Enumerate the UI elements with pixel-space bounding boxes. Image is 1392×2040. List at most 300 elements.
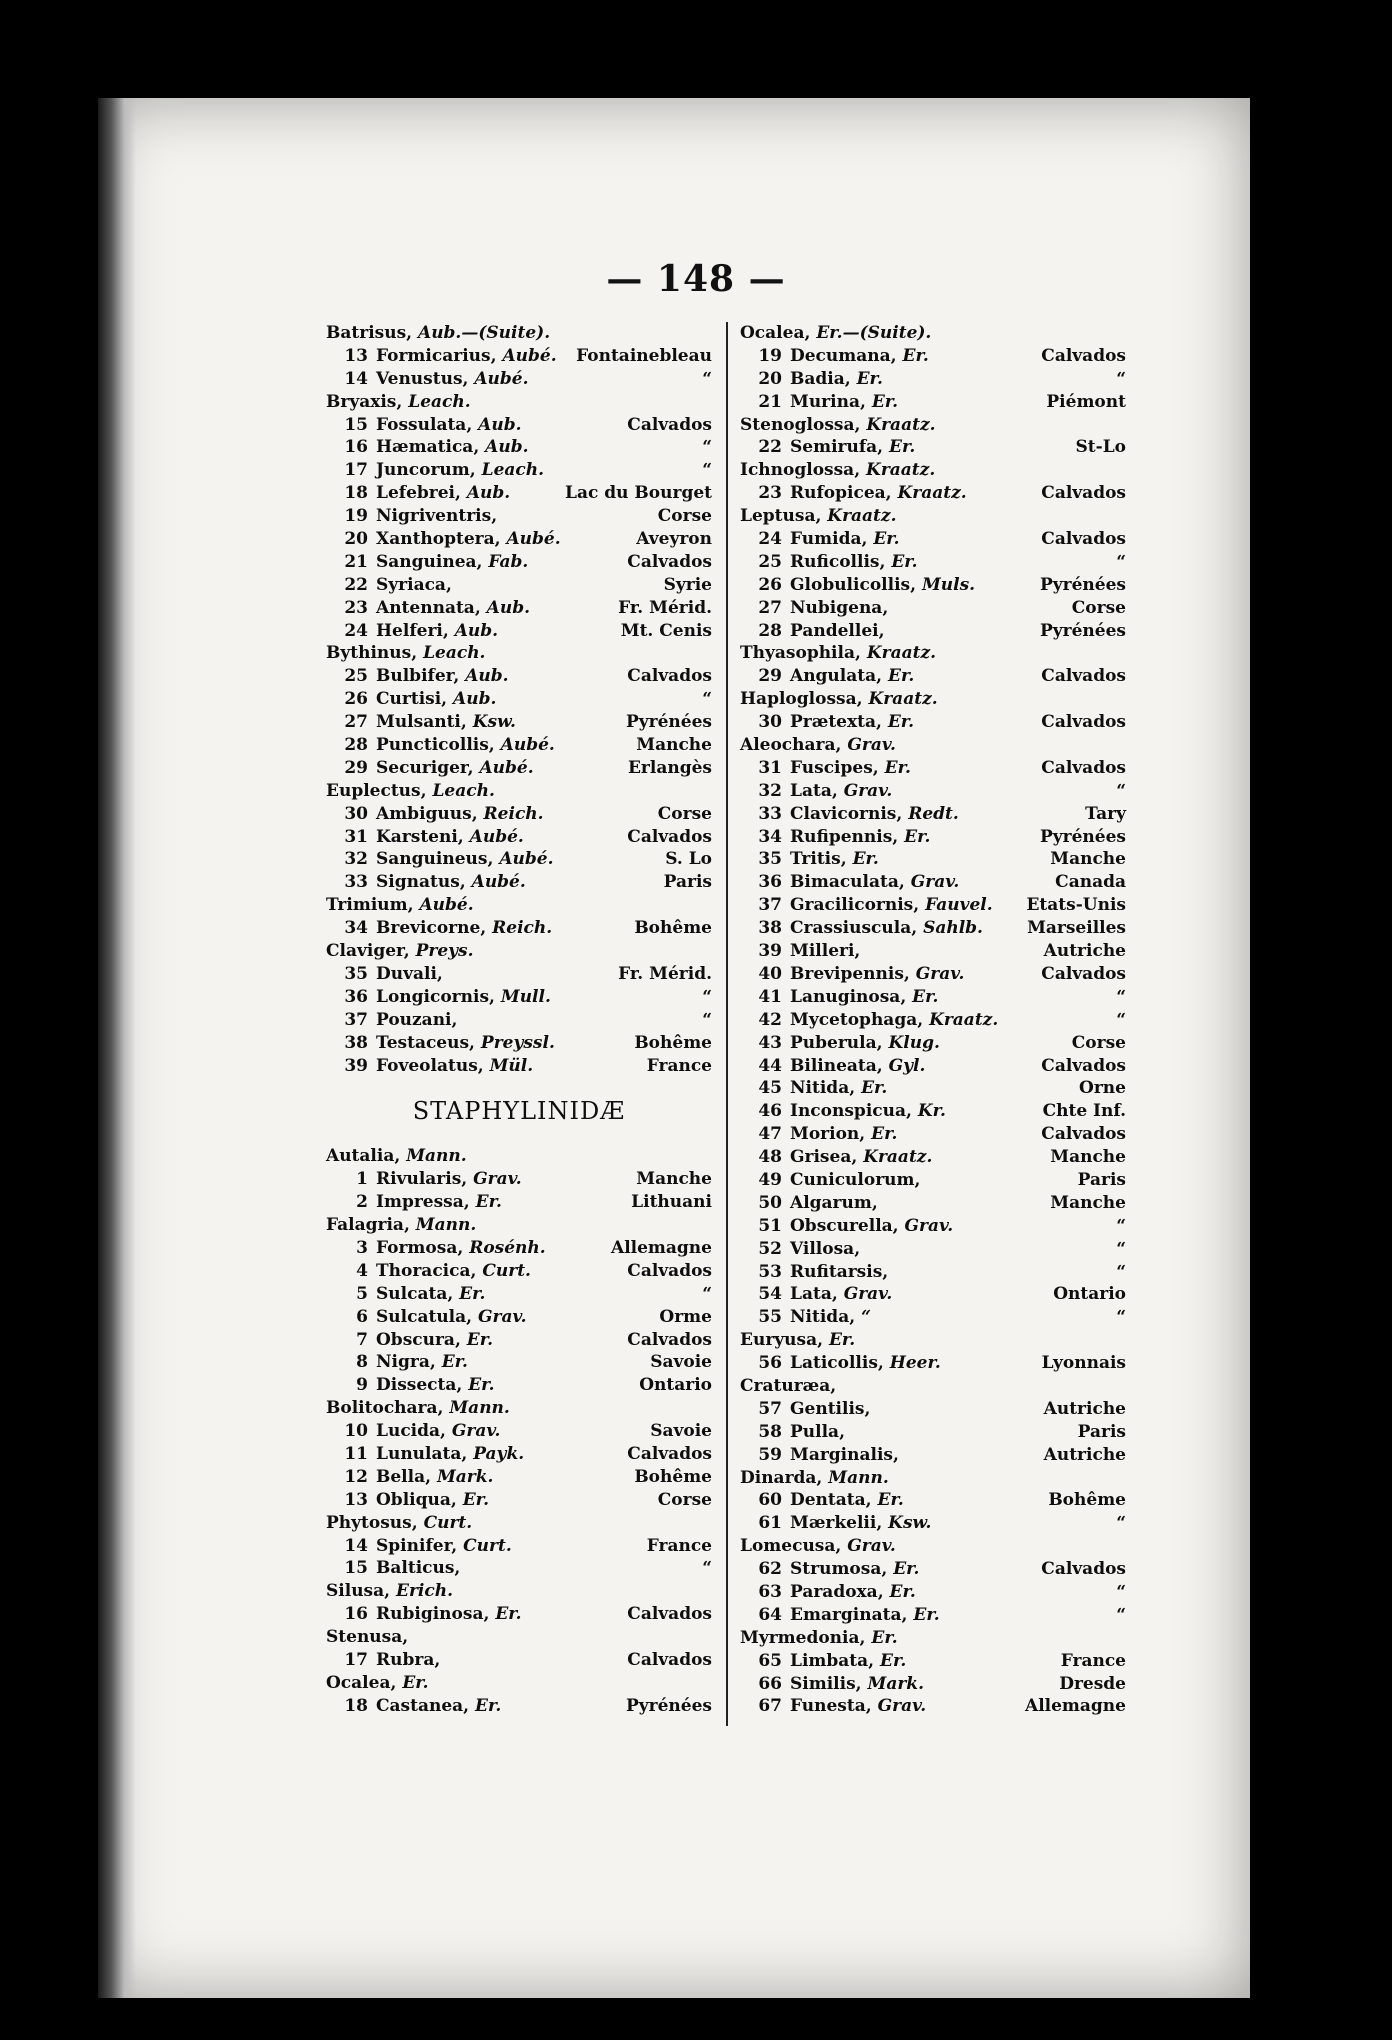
species-name: Rufopicea, [790, 483, 892, 504]
page-number: — 148 — [606, 258, 786, 300]
species-locality: Pyrénées [1040, 620, 1126, 641]
species-name: Bimaculata, [790, 872, 905, 893]
genus-heading [326, 391, 712, 414]
species-author: Kraatz. [929, 1009, 999, 1030]
species-entry [326, 1191, 712, 1214]
species-locality: “ [702, 1009, 712, 1030]
genus-heading [740, 734, 1126, 757]
genus-heading [326, 1145, 712, 1168]
species-number: 39 [758, 941, 782, 962]
species-entry [740, 1009, 1126, 1032]
species-number: 34 [758, 826, 782, 847]
species-locality: Calvados [1041, 1124, 1126, 1145]
species-author: Er. [893, 1559, 920, 1580]
genus-heading [326, 780, 712, 803]
species-entry [326, 368, 712, 391]
species-name: Strumosa, [790, 1559, 888, 1580]
species-author: Er. [912, 986, 939, 1007]
species-number: 64 [758, 1604, 782, 1625]
species-locality: Lyonnais [1041, 1353, 1126, 1374]
species-locality: Pyrénées [1040, 826, 1126, 847]
species-locality: “ [1116, 1215, 1126, 1236]
species-entry [740, 665, 1126, 688]
species-locality: Fontainebleau [576, 345, 712, 366]
species-author: Er. [887, 712, 915, 733]
species-locality: Chte Inf. [1042, 1101, 1126, 1122]
genus-author: Kraatz. [868, 689, 938, 710]
species-locality: Pyrénées [626, 712, 712, 733]
family-heading: STAPHYLINIDÆ [412, 1097, 626, 1126]
genus-heading [740, 322, 1126, 345]
species-name: Globulicollis, [790, 574, 917, 595]
species-entry [326, 1168, 712, 1191]
genus-name: Autalia, [326, 1146, 401, 1167]
species-author: Curt. [463, 1535, 512, 1556]
genus-heading [326, 1214, 712, 1237]
species-name: Lunulata, [376, 1443, 468, 1464]
species-author: Aub. [478, 414, 522, 435]
species-number: 65 [758, 1650, 782, 1671]
species-locality: Manche [1050, 849, 1126, 870]
species-name: Nubigena, [790, 597, 889, 618]
species-locality: St-Lo [1075, 437, 1126, 458]
species-author: Er. [871, 1124, 898, 1145]
species-number: 59 [758, 1444, 782, 1465]
species-author: Er. [877, 1490, 904, 1511]
species-number: 18 [344, 483, 368, 504]
species-name: Ambiguus, [376, 803, 478, 824]
species-entry [740, 894, 1126, 917]
species-entry [326, 711, 712, 734]
species-number: 66 [758, 1673, 782, 1694]
species-entry [740, 1077, 1126, 1100]
species-author: Ksw. [472, 712, 516, 733]
species-author: Er. [441, 1352, 468, 1373]
species-author: Aub. [466, 483, 511, 504]
species-locality: Calvados [1041, 712, 1126, 733]
species-name: Nigra, [376, 1352, 436, 1373]
species-number: 24 [758, 529, 782, 550]
species-name: Dentata, [790, 1490, 872, 1511]
species-name: Lefebrei, [376, 483, 461, 504]
species-number: 14 [344, 1535, 368, 1556]
right-column [740, 322, 1126, 1718]
species-name: Venustus, [376, 368, 469, 389]
genus-author: Mann. [406, 1146, 467, 1167]
species-author: Mull. [500, 986, 551, 1007]
species-name: Sulcatula, [376, 1306, 473, 1327]
species-author: Ksw. [888, 1513, 932, 1534]
species-number: 21 [758, 391, 782, 412]
genus-name: Ocalea, [740, 323, 811, 343]
species-author: Er. [880, 1650, 907, 1671]
genus-author: Kraatz. [827, 506, 897, 527]
genus-heading [326, 322, 712, 345]
species-locality: Piémont [1046, 391, 1126, 412]
species-locality: Orme [659, 1306, 712, 1327]
genus-name: Silusa, [326, 1581, 391, 1602]
species-name: Foveolatus, [376, 1055, 484, 1076]
species-number: 39 [344, 1055, 368, 1076]
species-name: Lucida, [376, 1421, 446, 1442]
genus-author: Mann. [449, 1398, 510, 1419]
species-number: 26 [344, 689, 368, 710]
species-number: 45 [758, 1078, 782, 1099]
species-number: 15 [344, 1558, 368, 1579]
species-number: 8 [356, 1352, 368, 1373]
species-author: Aub. [453, 689, 497, 710]
species-locality: Calvados [627, 826, 712, 847]
genus-name: Euryusa, [740, 1330, 824, 1351]
species-locality: Calvados [1041, 345, 1126, 366]
genus-author: Curt. [423, 1512, 473, 1533]
species-locality: Paris [1077, 1169, 1126, 1190]
species-author: Er. [913, 1604, 940, 1625]
species-entry [740, 1444, 1126, 1467]
species-name: Castanea, [376, 1695, 470, 1716]
species-name: Pouzani, [376, 1009, 458, 1030]
species-entry [326, 528, 712, 551]
species-name: Fumida, [790, 529, 868, 550]
species-locality: “ [702, 437, 712, 458]
species-author: Er. [475, 1192, 502, 1213]
species-entry [326, 1237, 712, 1260]
species-number: 60 [758, 1490, 782, 1511]
species-entry [740, 436, 1126, 459]
genus-heading [326, 1580, 712, 1603]
species-name: Algarum, [790, 1192, 878, 1213]
species-entry [740, 940, 1126, 963]
species-number: 41 [758, 986, 782, 1007]
species-name: Juncorum, [376, 460, 476, 481]
species-number: 35 [758, 849, 782, 870]
species-entry [740, 1032, 1126, 1055]
species-entry [326, 436, 712, 459]
genus-heading [326, 1626, 712, 1649]
species-entry [740, 1055, 1126, 1078]
species-entry [326, 1351, 712, 1374]
species-entry [326, 986, 712, 1009]
species-locality: Calvados [1041, 963, 1126, 984]
species-locality: Paris [1077, 1421, 1126, 1442]
genus-heading [740, 642, 1126, 665]
species-number: 48 [758, 1147, 782, 1168]
species-entry [326, 1649, 712, 1672]
species-entry [740, 1215, 1126, 1238]
genus-name: Bythinus, [326, 643, 418, 664]
genus-author: Erich. [395, 1581, 453, 1602]
species-number: 19 [344, 506, 368, 527]
species-author: Aub. [485, 437, 529, 458]
species-number: 43 [758, 1032, 782, 1053]
species-number: 46 [758, 1101, 782, 1122]
species-entry [326, 688, 712, 711]
species-number: 3 [356, 1237, 368, 1258]
species-number: 13 [344, 1489, 368, 1510]
species-entry [326, 871, 712, 894]
species-entry [740, 1581, 1126, 1604]
species-locality: Autriche [1043, 1398, 1126, 1419]
species-author: Sahlb. [923, 918, 983, 939]
species-author: Reich. [483, 803, 544, 824]
species-name: Pandellei, [790, 620, 885, 641]
species-number: 38 [344, 1032, 368, 1053]
species-number: 21 [344, 551, 368, 572]
genus-author: Mann. [415, 1215, 477, 1236]
species-entry [326, 414, 712, 437]
species-name: Curtisi, [376, 689, 448, 710]
species-locality: “ [1116, 986, 1126, 1007]
species-entry [326, 1283, 712, 1306]
species-number: 28 [758, 620, 782, 641]
species-name: Mærkelii, [790, 1513, 883, 1534]
species-name: Securiger, [376, 757, 474, 778]
species-locality: “ [1116, 1513, 1126, 1534]
species-entry [740, 1673, 1126, 1696]
species-name: Angulata, [790, 666, 883, 687]
species-name: Brevipennis, [790, 963, 910, 984]
species-locality: Marseilles [1027, 918, 1126, 939]
species-locality: France [646, 1535, 712, 1556]
species-number: 2 [356, 1192, 368, 1213]
species-number: 26 [758, 574, 782, 595]
species-number: 40 [758, 963, 782, 984]
species-name: Rivularis, [376, 1169, 468, 1190]
species-number: 31 [344, 826, 368, 847]
species-author: Er. [495, 1604, 522, 1625]
species-entry [326, 620, 712, 643]
species-entry [740, 1650, 1126, 1673]
species-number: 19 [758, 345, 782, 366]
column-divider [726, 322, 728, 1726]
species-locality: Canada [1055, 872, 1126, 893]
species-entry [740, 1146, 1126, 1169]
species-author: Er. [459, 1283, 486, 1304]
species-number: 56 [758, 1353, 782, 1374]
species-number: 25 [758, 551, 782, 572]
species-locality: Bohême [1048, 1490, 1126, 1511]
species-number: 27 [344, 712, 368, 733]
left-column [326, 322, 712, 1718]
genus-author: Aub.—(Suite). [418, 323, 551, 343]
species-entry [740, 1192, 1126, 1215]
species-author: Rosénh. [469, 1237, 546, 1258]
species-entry [740, 917, 1126, 940]
genus-heading [326, 1512, 712, 1535]
species-number: 27 [758, 597, 782, 618]
genus-author: Kraatz. [866, 643, 937, 664]
species-locality: Calvados [627, 1649, 712, 1670]
species-name: Bilineata, [790, 1055, 883, 1076]
species-author: Kraatz. [897, 483, 967, 504]
species-locality: Savoie [650, 1352, 712, 1373]
species-number: 9 [356, 1375, 368, 1396]
species-entry [740, 1604, 1126, 1627]
species-name: Prætexta, [790, 712, 882, 733]
species-author: Er. [462, 1489, 489, 1510]
species-author: Er. [889, 1581, 916, 1602]
species-number: 44 [758, 1055, 782, 1076]
species-entry [740, 620, 1126, 643]
species-entry [740, 848, 1126, 871]
species-name: Rubiginosa, [376, 1604, 490, 1625]
genus-author: Er. [402, 1672, 429, 1693]
genus-heading [740, 1467, 1126, 1490]
species-name: Testaceus, [376, 1032, 475, 1053]
species-locality: Corse [1071, 1032, 1126, 1053]
species-name: Helferi, [376, 620, 449, 641]
species-number: 11 [344, 1443, 368, 1464]
species-entry [740, 368, 1126, 391]
species-author: Mark. [436, 1466, 494, 1487]
species-locality: France [646, 1055, 712, 1076]
species-entry [740, 963, 1126, 986]
species-entry [740, 757, 1126, 780]
species-name: Limbata, [790, 1650, 875, 1671]
species-locality: Calvados [627, 1604, 712, 1625]
species-entry [326, 848, 712, 871]
species-entry [740, 1558, 1126, 1581]
species-number: 57 [758, 1398, 782, 1419]
species-locality: Corse [657, 1489, 712, 1510]
species-name: Hæmatica, [376, 437, 480, 458]
genus-name: Ocalea, [326, 1672, 397, 1693]
species-name: Mycetophaga, [790, 1009, 924, 1030]
species-number: 16 [344, 1604, 368, 1625]
species-entry [326, 1374, 712, 1397]
species-number: 10 [344, 1421, 368, 1442]
species-name: Nigriventris, [376, 506, 498, 527]
species-name: Crassiuscula, [790, 918, 918, 939]
species-number: 22 [344, 574, 368, 595]
species-number: 23 [344, 597, 368, 618]
species-name: Funesta, [790, 1696, 872, 1717]
species-author: Er. [884, 757, 911, 778]
species-entry [740, 1123, 1126, 1146]
species-number: 12 [344, 1466, 368, 1487]
species-locality: Etats-Unis [1026, 895, 1126, 916]
species-entry [326, 1329, 712, 1352]
species-number: 49 [758, 1169, 782, 1190]
genus-name: Myrmedonia, [740, 1627, 866, 1648]
species-name: Marginalis, [790, 1444, 899, 1465]
species-entry [740, 871, 1126, 894]
species-author: Aubé. [500, 735, 555, 756]
genus-author: Kraatz. [866, 460, 936, 481]
species-locality: Bohême [634, 1466, 712, 1487]
species-locality: Calvados [1041, 666, 1126, 687]
species-locality: Savoie [650, 1421, 712, 1442]
species-number: 32 [758, 780, 782, 801]
species-number: 1 [356, 1169, 368, 1190]
species-author: Er. [889, 437, 916, 458]
species-author: Payk. [473, 1443, 525, 1464]
species-locality: Calvados [627, 1260, 712, 1281]
species-entry [740, 551, 1126, 574]
species-author: Er. [861, 1078, 888, 1099]
species-entry [326, 551, 712, 574]
species-number: 51 [758, 1215, 782, 1236]
species-author: Aubé. [471, 872, 526, 893]
species-locality: “ [1116, 1261, 1126, 1282]
genus-heading [740, 1375, 1126, 1398]
species-locality: Fr. Mérid. [618, 597, 712, 618]
species-name: Formicarius, [376, 345, 497, 366]
species-number: 24 [344, 620, 368, 641]
genus-name: Lomecusa, [740, 1536, 842, 1557]
species-locality: Calvados [627, 414, 712, 435]
species-locality: “ [1116, 1581, 1126, 1602]
genus-name: Dinarda, [740, 1467, 823, 1488]
species-locality: Calvados [627, 1443, 712, 1464]
species-entry [740, 780, 1126, 803]
species-name: Obscurella, [790, 1215, 899, 1236]
species-locality: Orne [1079, 1078, 1126, 1099]
genus-name: Claviger, [326, 941, 410, 962]
species-author: Aubé. [474, 368, 529, 389]
species-entry [326, 1032, 712, 1055]
species-locality: “ [702, 1558, 712, 1579]
species-locality: “ [702, 368, 712, 389]
species-name: Sulcata, [376, 1283, 454, 1304]
species-author: Preyssl. [480, 1032, 555, 1053]
species-locality: “ [1116, 1604, 1126, 1625]
species-name: Dissecta, [376, 1375, 463, 1396]
species-name: Duvali, [376, 963, 443, 984]
species-name: Syriaca, [376, 574, 452, 595]
species-locality: Erlangès [627, 757, 712, 778]
species-name: Decumana, [790, 345, 897, 366]
species-number: 36 [758, 872, 782, 893]
species-number: 5 [356, 1283, 368, 1304]
species-name: Rufitarsis, [790, 1261, 889, 1282]
species-number: 33 [758, 803, 782, 824]
species-number: 25 [344, 666, 368, 687]
species-number: 67 [758, 1696, 782, 1717]
species-name: Puncticollis, [376, 735, 495, 756]
species-locality: “ [1116, 1307, 1126, 1328]
genus-heading [326, 894, 712, 917]
species-author: Aub. [486, 597, 531, 618]
species-locality: “ [1116, 1238, 1126, 1259]
species-locality: “ [1116, 780, 1126, 801]
genus-heading [326, 642, 712, 665]
species-name: Gracilicornis, [790, 895, 920, 916]
genus-name: Bolitochara, [326, 1398, 444, 1419]
genus-heading [740, 414, 1126, 437]
species-number: 16 [344, 437, 368, 458]
genus-author: Preys. [415, 941, 474, 962]
species-entry [326, 482, 712, 505]
species-entry [326, 803, 712, 826]
species-name: Obliqua, [376, 1489, 457, 1510]
species-author: Reich. [492, 918, 553, 939]
species-locality: Autriche [1043, 1444, 1126, 1465]
species-name: Antennata, [376, 597, 481, 618]
species-entry [326, 345, 712, 368]
species-number: 17 [344, 1649, 368, 1670]
species-locality: Ontario [1053, 1284, 1126, 1305]
species-author: Er. [856, 368, 883, 389]
species-author: Redt. [908, 803, 959, 824]
species-author: Er. [891, 551, 918, 572]
species-number: 7 [356, 1329, 368, 1350]
species-number: 47 [758, 1124, 782, 1145]
species-entry [740, 482, 1126, 505]
species-author: Grav. [451, 1421, 501, 1442]
species-entry [740, 826, 1126, 849]
species-name: Rubra, [376, 1649, 441, 1670]
